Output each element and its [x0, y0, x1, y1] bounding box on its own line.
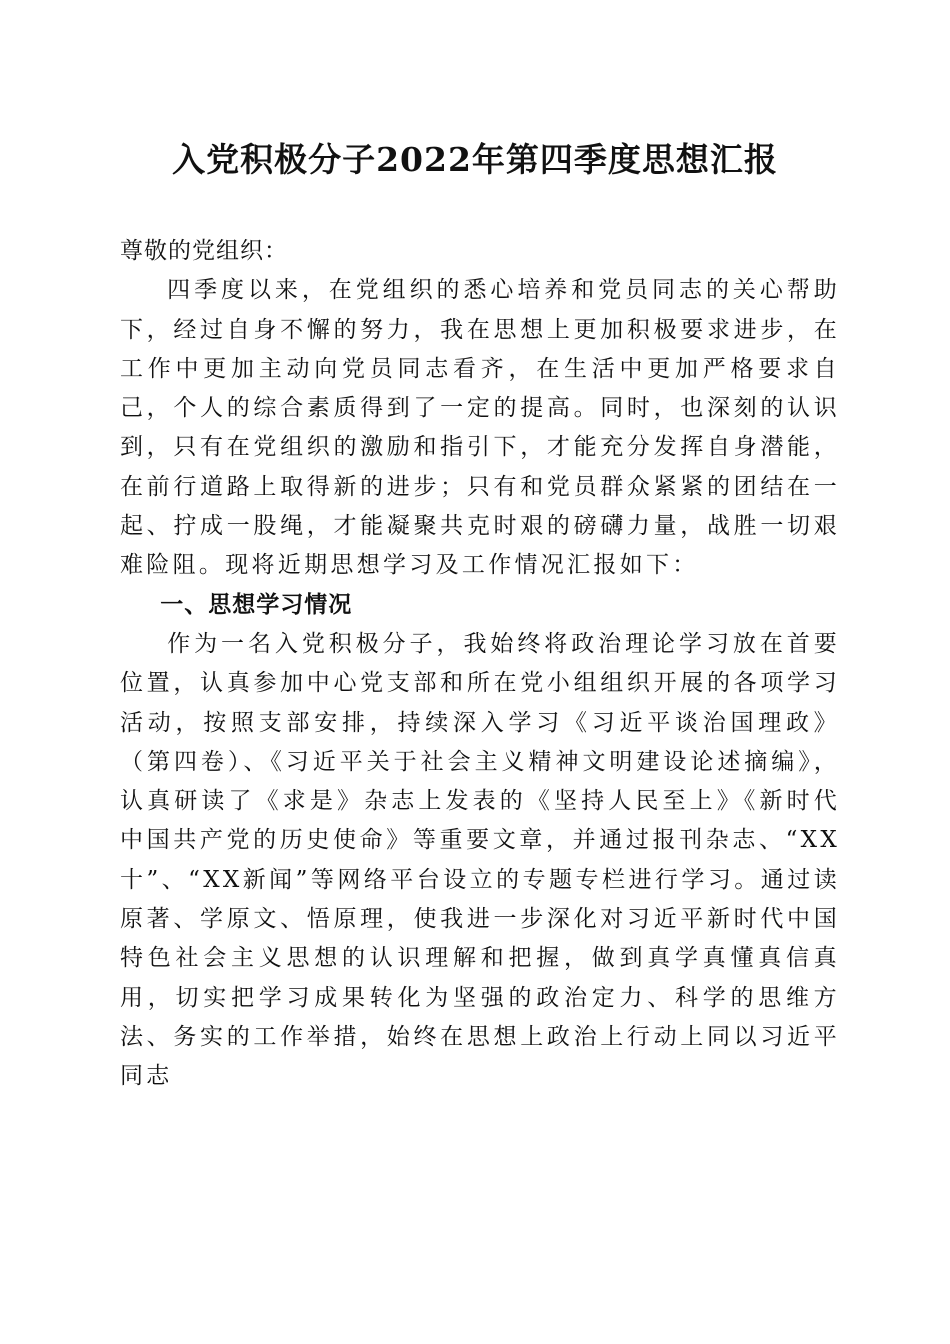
- paragraph-intro: 四季度以来，在党组织的悉心培养和党员同志的关心帮助下，经过自身不懈的努力，我在思想上更加积极要求进步，在工作中更加主动向党员同志看齐，在生活中更加严格要求自己，个人的综合素质得到了一定的提高。同时，也深刻的认识到，只有在党组织的激励和指引下，才能充分发挥自身潜能，在前行道路上取得新的进步；只有和党员群众紧紧的团结在一起、拧成一股绳，才能凝聚共克时艰的磅礴力量，战胜一切艰难险阻。现将近期思想学习及工作情况汇报如下：: [120, 277, 840, 579]
- salutation: 尊敬的党组织：: [120, 238, 288, 264]
- section-heading: 一、思想学习情况: [160, 591, 353, 618]
- paragraph-study: 作为一名入党积极分子，我始终将政治理论学习放在首要位置，认真参加中心党支部和所在党小组组织开展的各项学习活动，按照支部安排，持续深入学习《习近平谈治国理政》（第四卷）、《习近平关于社会主义精神文明建设论述摘编》，认真研读了《求是》杂志上发表的《坚持人民至上》《新时代中国共产党的历史使命》等重要文章，并通过报刊杂志、“XX十”、“XX新闻”等网络平台设立的专题专栏进行学习。通过读原著、学原文、悟原理，使我进一步深化对习近平新时代中国特色社会主义思想的认识理解和把握，做到真学真懂真信真用，切实把学习成果转化为坚强的政治定力、科学的思维方法、务实的工作举措，始终在思想上政治上行动上同以习近平同志: [120, 630, 840, 1090]
- document-title: 入党积极分子2022年第四季度思想汇报: [172, 140, 778, 179]
- document-body: [120, 232, 840, 1097]
